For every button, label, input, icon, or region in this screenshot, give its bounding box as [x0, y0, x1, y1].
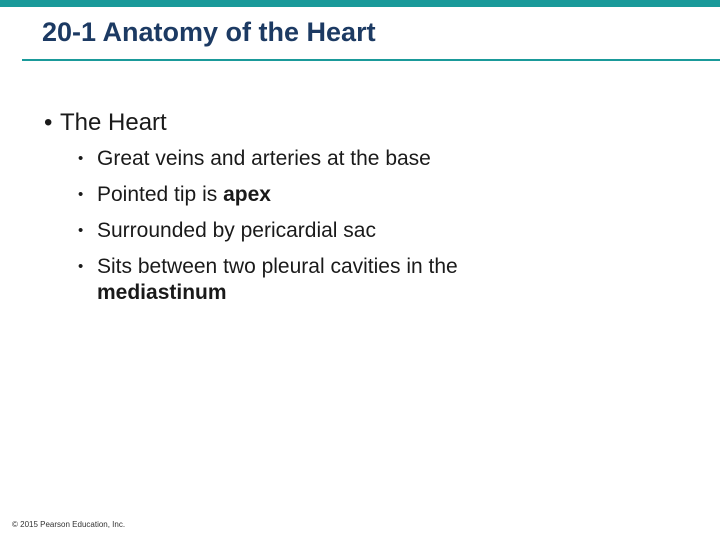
sub-bullet-text: Great veins and arteries at the base — [97, 147, 431, 170]
sub-bullet-item — [78, 254, 567, 306]
bullet-dot-icon: • — [78, 258, 84, 275]
sub-bullet-text: Pointed tip is — [97, 183, 224, 206]
sub-bullet-item — [78, 218, 567, 244]
copyright-footer: © 2015 Pearson Education, Inc. — [12, 520, 126, 529]
sub-bullet-text: Sits between two pleural cavities in the — [97, 255, 458, 278]
sub-bullet-item — [78, 182, 567, 208]
sub-bullet-text: Surrounded by pericardial sac — [97, 219, 376, 242]
sub-bullet-bold: apex — [223, 183, 271, 206]
bullet-dot-icon: • — [78, 186, 84, 203]
sub-bullet-bold: mediastinum — [97, 281, 227, 304]
title-divider — [22, 59, 720, 61]
sub-bullet-list — [78, 146, 567, 316]
bullet-level1-text: The Heart — [60, 109, 167, 136]
sub-bullet-item — [78, 146, 567, 172]
slide-title: 20-1 Anatomy of the Heart — [42, 17, 376, 47]
top-accent-bar — [0, 0, 720, 7]
bullet-dot-icon: • — [44, 109, 53, 136]
bullet-dot-icon: • — [78, 150, 84, 167]
bullet-level1 — [44, 109, 167, 137]
bullet-dot-icon: • — [78, 222, 84, 239]
